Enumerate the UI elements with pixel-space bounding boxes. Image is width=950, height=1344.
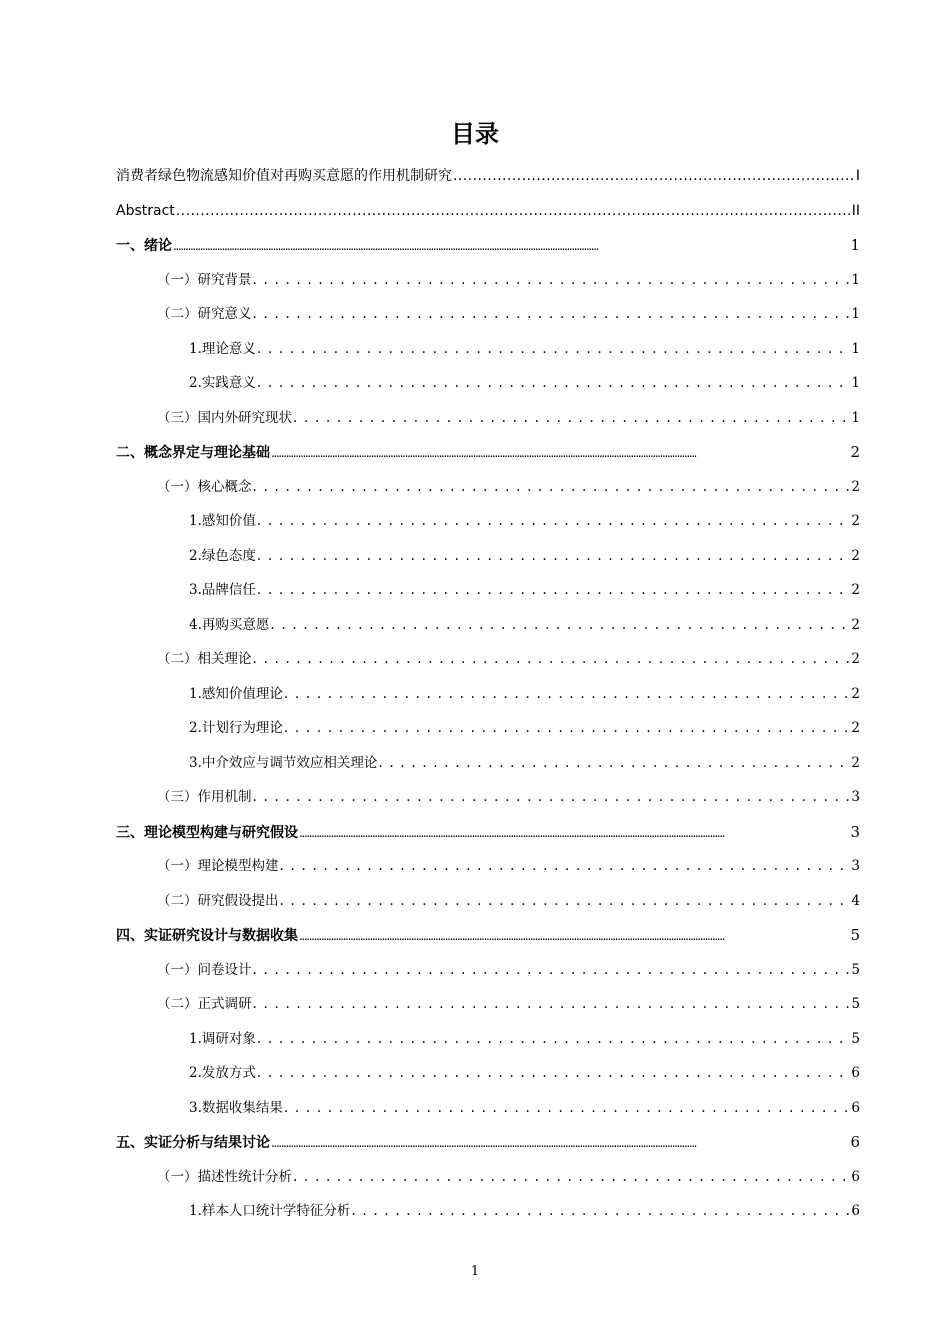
toc-entry[interactable] xyxy=(189,1199,860,1223)
toc-entry-page-number: 6 xyxy=(850,1133,860,1151)
toc-dot-leader xyxy=(257,1027,851,1051)
toc-entry-label: 2.实践意义 xyxy=(189,375,256,391)
toc-dot-leader xyxy=(257,544,851,568)
toc-entry[interactable] xyxy=(157,854,860,878)
toc-entry-label: 1.感知价值理论 xyxy=(189,685,283,702)
toc-entry[interactable] xyxy=(189,1061,860,1085)
toc-entry[interactable] xyxy=(157,302,860,326)
toc-dot-leader xyxy=(253,958,851,982)
toc-entry[interactable] xyxy=(189,716,860,740)
toc-entry-label: 1.感知价值 xyxy=(189,513,256,529)
toc-dot-leader xyxy=(253,302,851,326)
toc-entry[interactable] xyxy=(189,578,860,602)
toc-entry[interactable] xyxy=(116,233,860,257)
toc-entry-label: 消费者绿色物流感知价值对再购买意愿的作用机制研究 xyxy=(116,168,452,184)
toc-entry[interactable] xyxy=(189,509,860,533)
toc-entry-label: 2.发放方式 xyxy=(189,1065,256,1081)
toc-entry-label: 四、实证研究设计与数据收集 xyxy=(116,928,298,944)
toc-entry-page-number: 5 xyxy=(851,996,860,1012)
toc-entry-page-number: 1 xyxy=(851,375,860,391)
toc-entry-page-number: 2 xyxy=(851,720,860,736)
toc-entry-label: Abstract xyxy=(116,202,175,219)
toc-entry-label: （一）研究背景 xyxy=(157,271,252,288)
toc-entry-page-number: 2 xyxy=(851,547,860,564)
toc-entry[interactable] xyxy=(157,268,860,292)
page-title: 目录 xyxy=(451,120,499,148)
toc-entry-label: （三）作用机制 xyxy=(157,789,252,805)
toc-entry[interactable] xyxy=(157,406,860,430)
toc-dot-leader xyxy=(299,821,849,845)
toc-entry-page-number: 2 xyxy=(850,443,860,461)
toc-entry-page-number: 2 xyxy=(851,513,860,529)
toc-dot-leader xyxy=(284,716,851,740)
toc-entry-page-number: 1 xyxy=(850,236,860,254)
toc-entry[interactable] xyxy=(189,337,860,361)
toc-dot-leader xyxy=(253,647,851,671)
toc-dot-leader xyxy=(284,1096,851,1120)
toc-entry-label: 2.计划行为理论 xyxy=(189,720,283,736)
toc-entry[interactable] xyxy=(189,544,860,568)
toc-entry-page-number: 1 xyxy=(851,340,860,357)
toc-entry-label: （二）正式调研 xyxy=(157,996,252,1012)
toc-entry-label: 1.调研对象 xyxy=(189,1030,256,1047)
toc-entry-page-number: 6 xyxy=(851,1168,860,1185)
toc-entry-label: 3.数据收集结果 xyxy=(189,1099,283,1116)
toc-entry-page-number: 3 xyxy=(851,858,860,874)
toc-entry-label: 2.绿色态度 xyxy=(189,547,256,564)
toc-dot-leader xyxy=(293,1165,850,1189)
toc-entry[interactable] xyxy=(116,164,860,188)
toc-entry[interactable] xyxy=(157,1165,860,1189)
toc-entry[interactable] xyxy=(116,820,860,844)
page-number: 1 xyxy=(470,1264,480,1279)
toc-dot-leader xyxy=(176,199,851,223)
toc-entry-label: （二）相关理论 xyxy=(157,651,252,667)
toc-entry[interactable] xyxy=(189,1027,860,1051)
toc-entry-page-number: 6 xyxy=(851,1065,860,1081)
toc-dot-leader xyxy=(280,854,851,878)
toc-entry[interactable] xyxy=(189,613,860,637)
toc-dot-leader xyxy=(453,164,855,188)
toc-dot-leader xyxy=(253,992,851,1016)
toc-entry-page-number: 5 xyxy=(851,1030,860,1047)
toc-dot-leader xyxy=(253,268,851,292)
toc-entry-label: 二、概念界定与理论基础 xyxy=(116,445,270,461)
toc-entry-page-number: I xyxy=(855,168,860,184)
toc-entry-page-number: 6 xyxy=(851,1203,860,1219)
toc-entry-page-number: 1 xyxy=(851,306,860,322)
toc-dot-leader xyxy=(351,1199,850,1223)
toc-entry[interactable] xyxy=(189,751,860,775)
toc-entry[interactable] xyxy=(116,199,860,223)
toc-dot-leader xyxy=(378,751,850,775)
toc-dot-leader xyxy=(173,234,849,258)
toc-entry-label: （一）核心概念 xyxy=(157,478,252,495)
toc-entry[interactable] xyxy=(157,475,860,499)
toc-entry-label: 一、绪论 xyxy=(116,238,172,254)
toc-dot-leader xyxy=(257,1061,851,1085)
toc-entry-label: 3.品牌信任 xyxy=(189,582,256,598)
toc-entry[interactable] xyxy=(157,992,860,1016)
toc-entry[interactable] xyxy=(189,371,860,395)
toc-dot-leader xyxy=(253,475,851,499)
toc-entry[interactable] xyxy=(189,682,860,706)
toc-dot-leader xyxy=(253,785,851,809)
toc-entry-page-number: 2 xyxy=(851,478,860,495)
toc-entry[interactable] xyxy=(116,923,860,947)
toc-entry[interactable] xyxy=(116,440,860,464)
toc-entry[interactable] xyxy=(157,647,860,671)
toc-entry-label: 五、实证分析与结果讨论 xyxy=(116,1135,270,1151)
toc-entry-page-number: 3 xyxy=(851,789,860,805)
toc-entry[interactable] xyxy=(157,889,860,913)
toc-entry-page-number: 2 xyxy=(851,616,860,633)
toc-entry-label: 三、理论模型构建与研究假设 xyxy=(116,824,298,841)
toc-entry-page-number: 2 xyxy=(851,685,860,702)
toc-entry[interactable] xyxy=(157,785,860,809)
toc-entry-label: 1.样本人口统计学特征分析 xyxy=(189,1203,351,1219)
toc-dot-leader xyxy=(293,406,850,430)
toc-dot-leader xyxy=(271,1131,849,1155)
toc-entry-page-number: 2 xyxy=(851,754,860,771)
toc-dot-leader xyxy=(257,337,851,361)
toc-entry-page-number: II xyxy=(851,202,860,219)
toc-dot-leader xyxy=(284,682,851,706)
toc-entry-page-number: 1 xyxy=(851,409,860,426)
toc-entry-page-number: 4 xyxy=(851,892,860,909)
toc-entry[interactable] xyxy=(157,958,860,982)
toc-entry-page-number: 6 xyxy=(851,1099,860,1116)
toc-entry-label: 3.中介效应与调节效应相关理论 xyxy=(189,754,378,771)
toc-entry-page-number: 1 xyxy=(851,271,860,288)
toc-dot-leader xyxy=(257,578,851,602)
toc-entry-label: （一）问卷设计 xyxy=(157,961,252,978)
toc-entry-label: （二）研究假设提出 xyxy=(157,892,279,909)
toc-dot-leader xyxy=(270,613,850,637)
toc-entry[interactable] xyxy=(189,1096,860,1120)
toc-entry-page-number: 2 xyxy=(851,651,860,667)
toc-entry-label: 4.再购买意愿 xyxy=(189,616,270,633)
toc-entry[interactable] xyxy=(116,1130,860,1154)
toc-dot-leader xyxy=(280,889,851,913)
toc-entry-label: 1.理论意义 xyxy=(189,340,256,357)
toc-dot-leader xyxy=(299,924,849,948)
toc-entry-label: （一）描述性统计分析 xyxy=(157,1168,292,1185)
toc-entry-page-number: 5 xyxy=(850,926,860,944)
toc-entry-page-number: 3 xyxy=(850,822,860,841)
toc-entry-label: （二）研究意义 xyxy=(157,306,252,322)
toc-entry-page-number: 2 xyxy=(851,582,860,598)
toc-dot-leader xyxy=(257,509,851,533)
toc-dot-leader xyxy=(257,371,851,395)
toc-entry-label: （三）国内外研究现状 xyxy=(157,409,292,426)
toc-entry-label: （一）理论模型构建 xyxy=(157,858,279,874)
toc-dot-leader xyxy=(271,441,849,465)
toc-entry-page-number: 5 xyxy=(851,961,860,978)
